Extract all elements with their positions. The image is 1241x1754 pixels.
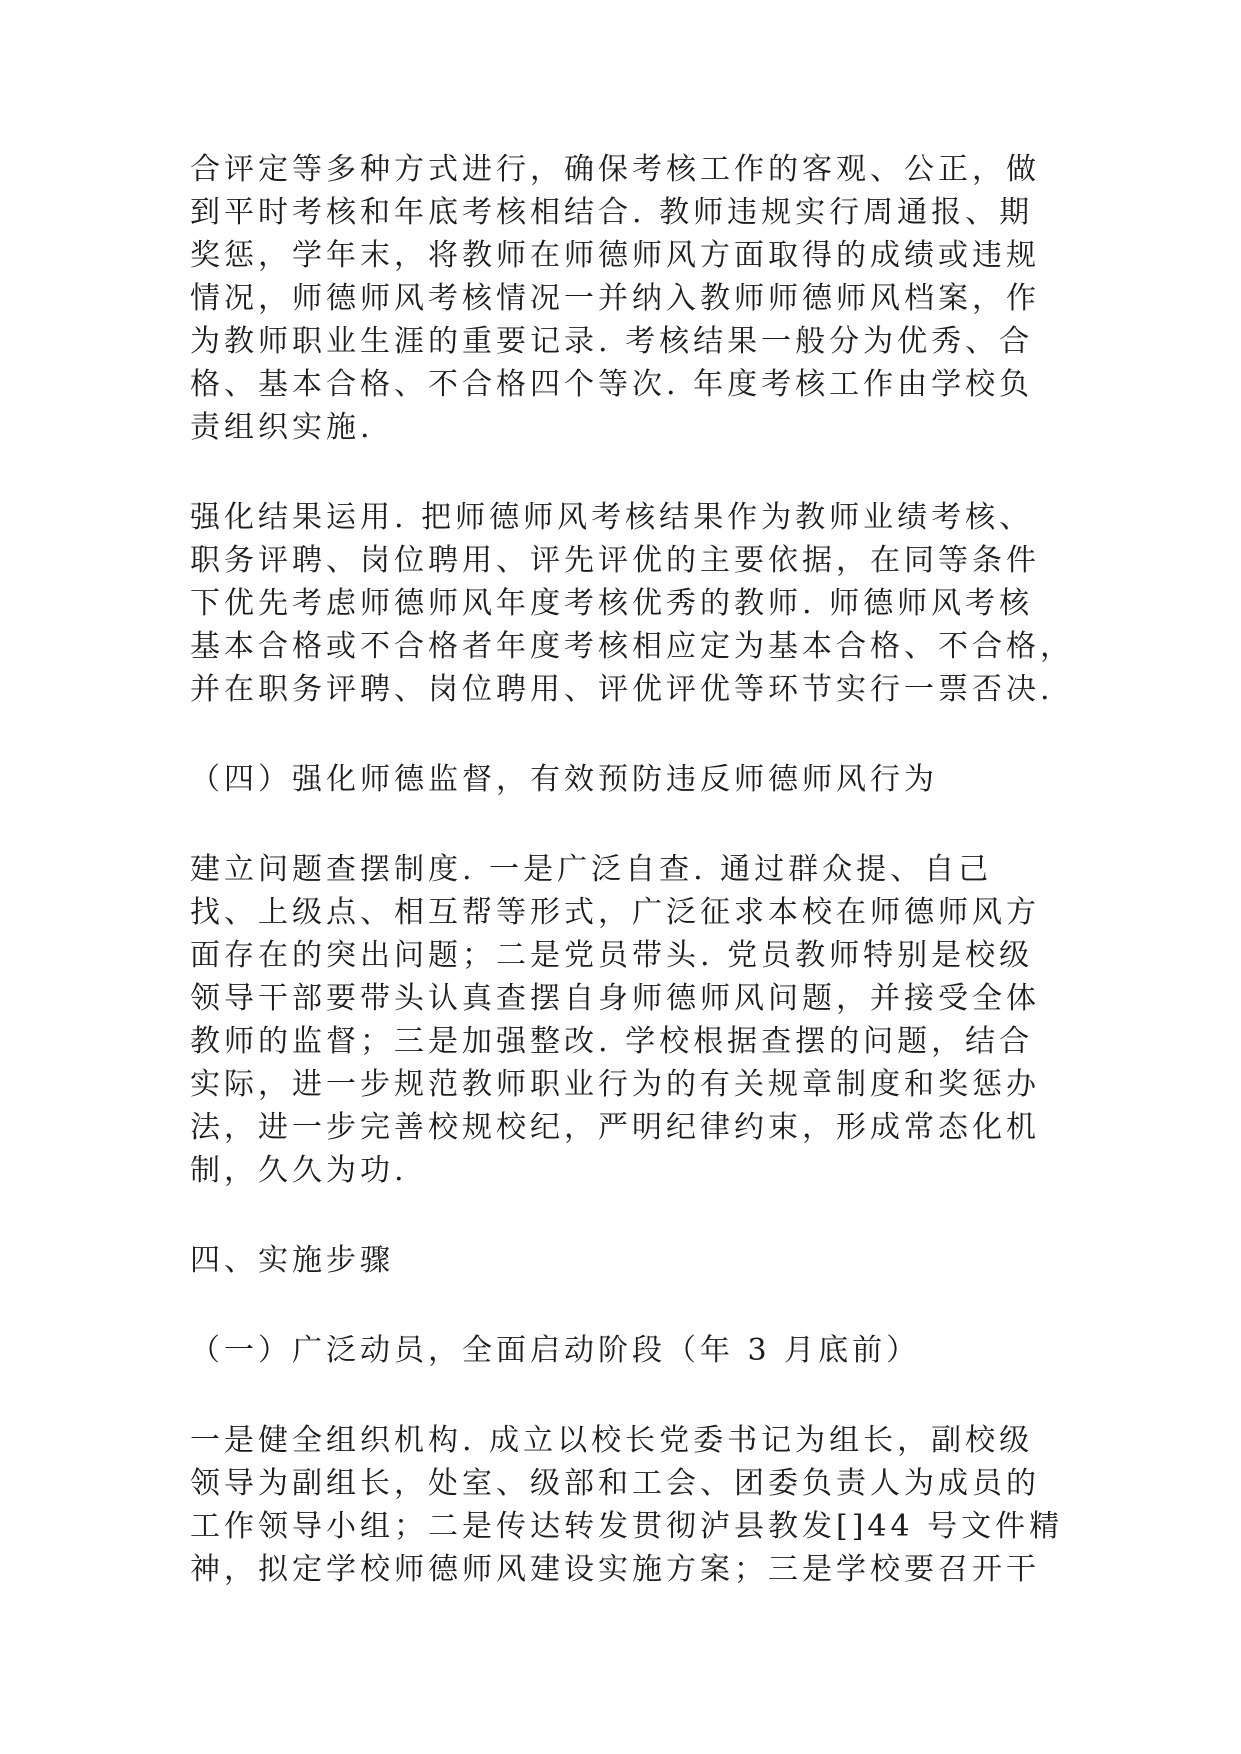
text-line: 到平时考核和年底考核相结合. 教师违规实行周通报、期 [190, 195, 1034, 230]
text-line: 制，久久为功. [190, 1153, 408, 1188]
text-line: 基本合格或不合格者年度考核相应定为基本合格、不合格， [190, 629, 1074, 664]
text-line: 责组织实施. [190, 410, 374, 445]
text-line: 领导为副组长，处室、级部和工会、团委负责人为成员的 [190, 1466, 1040, 1501]
paragraph-result-application [190, 496, 1080, 711]
text-line: 奖惩，学年末，将教师在师德师风方面取得的成绩或违规 [190, 238, 1040, 273]
paragraph-gap [190, 449, 1080, 496]
text-line: 合评定等多种方式进行，确保考核工作的客观、公正，做 [190, 152, 1040, 187]
paragraph-assessment-method [190, 148, 1080, 449]
paragraph-gap [190, 1372, 1080, 1419]
text-line: 面存在的突出问题；二是党员带头. 党员教师特别是校级 [190, 938, 1034, 973]
paragraph-gap [190, 801, 1080, 848]
text-line: 并在职务评聘、岗位聘用、评优评优等环节实行一票否决. [190, 672, 1054, 707]
paragraph-problem-review [190, 848, 1080, 1192]
text-line: 工作领导小组；二是传达转发贯彻泸县教发[]44 号文件精 [190, 1509, 1064, 1544]
section-heading-supervision [190, 758, 1080, 801]
text-line: 一是健全组织机构. 成立以校长党委书记为组长，副校级 [190, 1423, 1034, 1458]
paragraph-gap [190, 1192, 1080, 1239]
text-line: 实际，进一步规范教师职业行为的有关规章制度和奖惩办 [190, 1067, 1040, 1102]
heading-line: （一）广泛动员，全面启动阶段（年 3 月底前） [190, 1333, 921, 1368]
text-line: 法，进一步完善校规校纪，严明纪律约束，形成常态化机 [190, 1110, 1040, 1145]
subsection-heading-mobilization [190, 1329, 1080, 1372]
document-body [190, 148, 1080, 1591]
text-line: 为教师职业生涯的重要记录. 考核结果一般分为优秀、合 [190, 324, 1034, 359]
text-line: 下优先考虑师德师风年度考核优秀的教师. 师德师风考核 [190, 586, 1034, 621]
text-line: 建立问题查摆制度. 一是广泛自查. 通过群众提、自己 [190, 852, 993, 887]
text-line: 教师的监督；三是加强整改. 学校根据查摆的问题，结合 [190, 1024, 1034, 1059]
text-line: 神，拟定学校师德师风建设实施方案；三是学校要召开干 [190, 1552, 1040, 1587]
text-line: 强化结果运用. 把师德师风考核结果作为教师业绩考核、 [190, 500, 1034, 535]
text-line: 找、上级点、相互帮等形式，广泛征求本校在师德师风方 [190, 895, 1040, 930]
heading-line: （四）强化师德监督，有效预防违反师德师风行为 [190, 762, 938, 797]
text-line: 领导干部要带头认真查摆自身师德师风问题，并接受全体 [190, 981, 1040, 1016]
text-line: 格、基本合格、不合格四个等次. 年度考核工作由学校负 [190, 367, 1034, 402]
text-line: 职务评聘、岗位聘用、评先评优的主要依据，在同等条件 [190, 543, 1040, 578]
paragraph-organization [190, 1419, 1080, 1591]
section-heading-implementation [190, 1239, 1080, 1282]
text-line: 情况，师德师风考核情况一并纳入教师师德师风档案，作 [190, 281, 1040, 316]
paragraph-gap [190, 1282, 1080, 1329]
paragraph-gap [190, 711, 1080, 758]
heading-line: 四、实施步骤 [190, 1243, 394, 1278]
